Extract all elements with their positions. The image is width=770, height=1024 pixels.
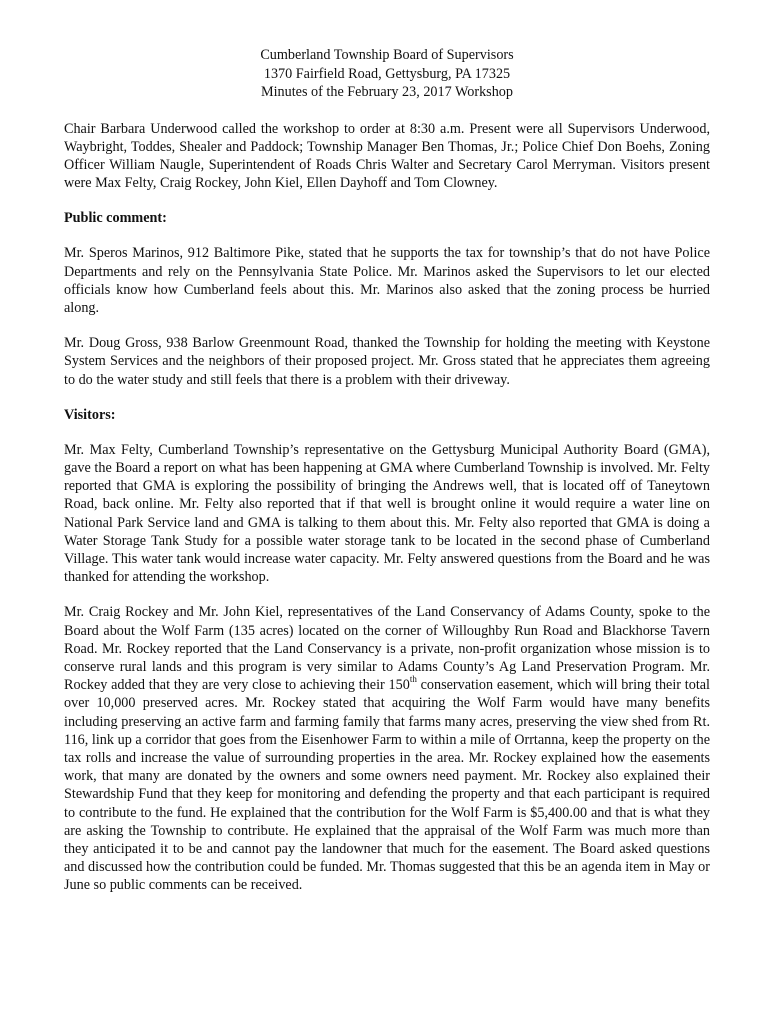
document-header: [64, 46, 710, 102]
visitors-paragraph-2-part-2: conservation easement, which will bring their total over 10,000 preserved acres. Mr. Rockey stated that acquiring the Wolf Farm would have many benefits including preserving an active farm and farming family that farms many acres, preserving the view shed from Rt. 116, link up a corridor that goes from the Eisenhower Farm to within a mile of Orrtanna, keep the property on the tax rolls and increase the value of surrounding properties in the area. Mr. Rockey explained how the easements work, that many are donated by the owners and some owners need payment. Mr. Rockey also explained their Stewardship Fund that they keep for monitoring and defending the property and that each participant is required to contribute to the fund. He explained that the contribution for the Wolf Farm is $5,400.00 and that is what they are asking the Township to contribute. He explained that the appraisal of the Wolf Farm was much more than they anticipated it to be and cannot pay the landowner that much for the easement. The Board asked questions and discussed how the contribution could be funded. Mr. Thomas suggested that this be an agenda item in May or June so public comments can be received.: [64, 677, 710, 894]
visitors-heading: Visitors:: [64, 406, 116, 423]
visitors-paragraph-2: [64, 603, 710, 894]
public-comment-heading: Public comment:: [64, 210, 167, 227]
public-comment-paragraph-2: Mr. Doug Gross, 938 Barlow Greenmount Road, thanked the Township for holding the meeting with Keystone System Services and the neighbors of their proposed project. Mr. Gross stated that he appreciates them agreeing to do the water study and still feels that there is a problem with their driveway.: [64, 335, 710, 388]
visitors-paragraph-2-part-1: Mr. Craig Rockey and Mr. John Kiel, representatives of the Land Conservancy of Adams County, spoke to the Board about the Wolf Farm (135 acres) located on the corner of Willoughby Run Road and Blackhorse Tavern Road. Mr. Rockey reported that the Land Conservancy is a private, non-profit organization whose mission is to conserve rural lands and this program is very similar to Adams County’s Ag Land Preservation Program. Mr. Rockey added that they are very close to achieving their 150: [64, 604, 710, 694]
visitors-paragraph-1: Mr. Max Felty, Cumberland Township’s representative on the Gettysburg Municipal Authority Board (GMA), gave the Board a report on what has been happening at GMA where Cumberland Township is involved. Mr. Felty reported that GMA is exploring the possibility of bringing the Andrews well, that is located off of Taneytown Road, back online. Mr. Felty also reported that if that well is brought online it would require a water line on National Park Service land and GMA is talking to them about this. Mr. Felty also reported that GMA is doing a Water Storage Tank Study for a possible water storage tank to be located in the second phase of Cumberland Village. This water tank would increase water capacity. Mr. Felty answered questions from the Board and he was thanked for attending the workshop.: [64, 441, 710, 586]
ordinal-superscript: th: [409, 674, 417, 685]
intro-paragraph: Chair Barbara Underwood called the workshop to order at 8:30 a.m. Present were all Supervisors Underwood, Waybright, Toddes, Shealer and Paddock; Township Manager Ben Thomas, Jr.; Police Chief Don Boehs, Zoning Officer William Naugle, Superintendent of Roads Chris Walter and Secretary Carol Merryman. Visitors present were Max Felty, Craig Rockey, John Kiel, Ellen Dayhoff and Tom Clowney.: [64, 120, 710, 192]
header-organization: Cumberland Township Board of Supervisors: [260, 47, 514, 63]
header-minutes-title: Minutes of the February 23, 2017 Workshop: [261, 84, 513, 100]
header-address: 1370 Fairfield Road, Gettysburg, PA 17325: [263, 65, 511, 82]
public-comment-paragraph-1: Mr. Speros Marinos, 912 Baltimore Pike, stated that he supports the tax for township’s that do not have Police Departments and rely on the Pennsylvania State Police. Mr. Marinos asked the Supervisors to let our elected officials know how Cumberland feels about this. Mr. Marinos also asked that the zoning process be hurried along.: [64, 245, 710, 316]
